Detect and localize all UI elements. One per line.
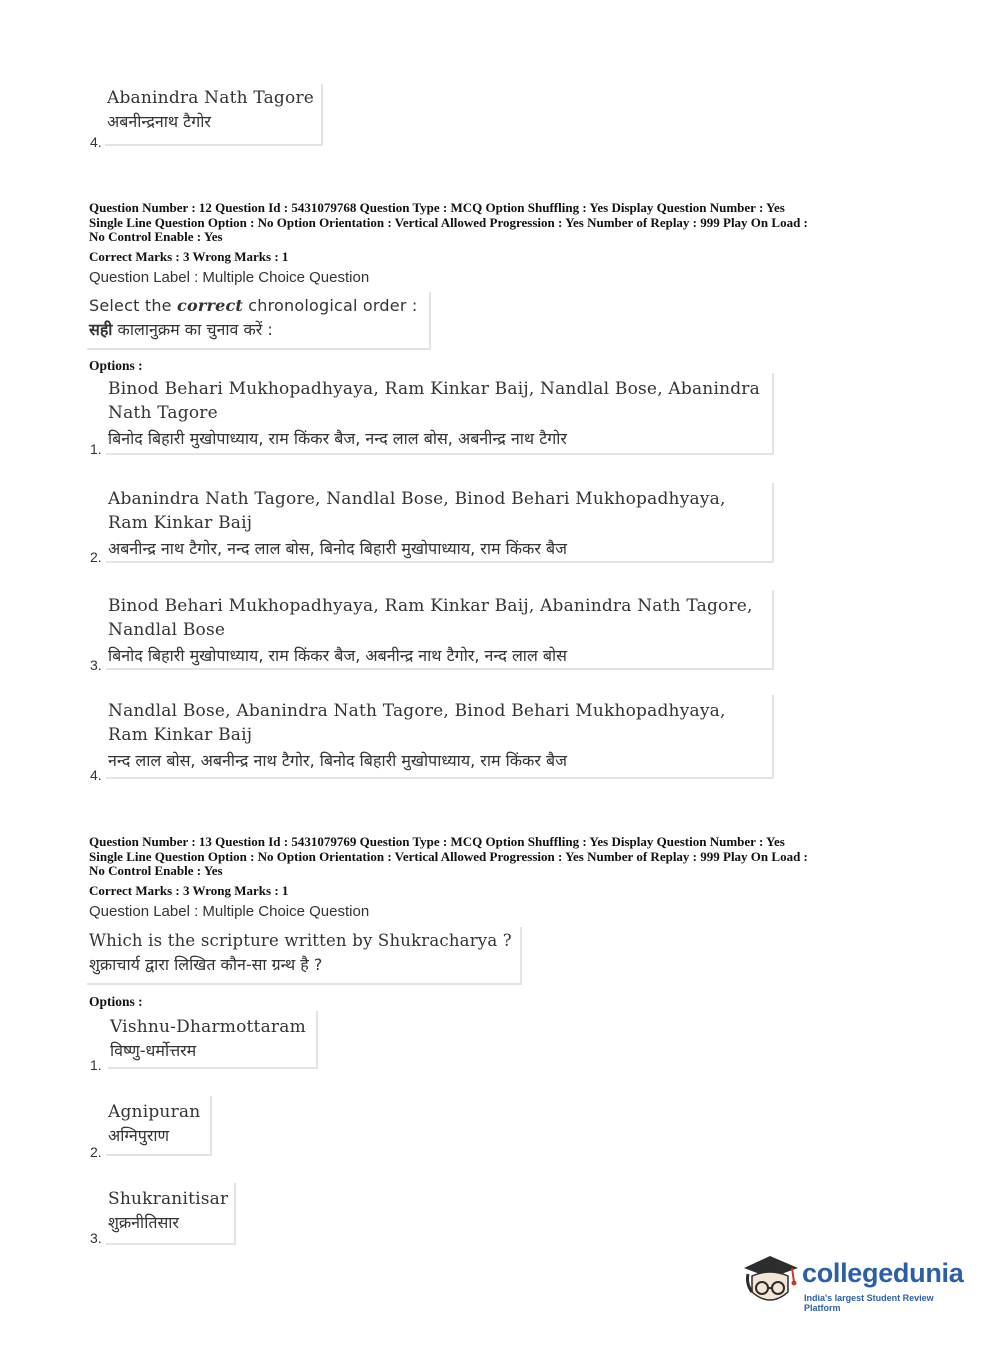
question-emphasis: correct [177,296,243,315]
q12-option-1[interactable] [106,373,774,455]
option-number: 3. [90,1230,102,1246]
q13-marks: Correct Marks : 3 Wrong Marks : 1 [89,883,289,898]
question-emphasis-hi: सही [89,320,113,339]
option-number: 4. [90,134,102,150]
option-text-en: Abanindra Nath Tagore [107,88,315,108]
option-text-en: Abanindra Nath Tagore, Nandlal Bose, Binod Behari Mukhopadhyaya, Ram Kinkar Baij [108,489,726,533]
prev-option-4[interactable] [105,84,323,146]
option-text-en: Agnipuran [108,1102,201,1122]
option-text-en: Nandlal Bose, Abanindra Nath Tagore, Binod Behari Mukhopadhyaya, Ram Kinkar Baij [108,701,726,745]
q12-metadata [89,201,949,245]
q13-question-box [87,927,522,985]
option-number: 1. [90,441,102,457]
meta-line: No Control Enable : Yes [89,229,223,244]
q13-option-3[interactable] [106,1183,236,1245]
brand-tagline: India's largest Student Review Platform [804,1293,934,1313]
q12-option-4[interactable] [106,695,774,779]
q12-marks: Correct Marks : 3 Wrong Marks : 1 [89,249,289,264]
q13-options-heading: Options : [89,994,143,1009]
brand-name: collegedunia [802,1258,964,1288]
question-text-en [89,294,423,318]
q12-question-box [87,292,431,350]
option-text-hi: विष्णु-धर्मोत्तरम [110,1041,197,1060]
meta-line: Question Number : 13 Question Id : 5431079769 Question Type : MCQ Option Shuffling : Yes Display Question Number : Yes [89,834,785,849]
option-number: 1. [90,1057,102,1073]
option-number: 3. [90,657,102,673]
option-text-hi: अबनीन्द्रनाथ टैगोर [107,112,211,131]
question-text-hi: शुक्राचार्य द्वारा लिखित कौन-सा ग्रन्थ है ? [89,955,323,974]
mascot-icon [740,1250,802,1312]
option-text-hi: नन्द लाल बोस, अबनीन्द्र नाथ टैगोर, बिनोद बिहारी मुखोपाध्याय, राम किंकर बैज [108,751,567,770]
q13-metadata [89,835,949,879]
meta-line: Question Number : 12 Question Id : 5431079768 Question Type : MCQ Option Shuffling : Yes Display Question Number : Yes [89,200,785,215]
q12-options-heading: Options : [89,358,143,373]
question-text-part-hi: कालानुक्रम का चुनाव करें : [112,320,273,339]
option-text-hi: शुक्रनीतिसार [108,1213,179,1232]
option-text-en: Binod Behari Mukhopadhyaya, Ram Kinkar Baij, Abanindra Nath Tagore, Nandlal Bose [108,596,753,640]
option-text-hi: बिनोद बिहारी मुखोपाध्याय, राम किंकर बैज, नन्द लाल बोस, अबनीन्द्र नाथ टैगोर [108,429,567,448]
meta-line: No Control Enable : Yes [89,863,223,878]
option-text-en: Vishnu-Dharmottaram [110,1017,306,1037]
question-text-hi [89,318,423,342]
meta-line: Single Line Question Option : No Option Orientation : Vertical Allowed Progression : Yes Number of Replay : 999 Play On Load : [89,214,808,230]
question-text-part: Select the [89,296,177,315]
option-number: 4. [90,767,102,783]
q12-option-3[interactable] [106,590,774,670]
question-text-part: chronological order : [243,296,418,315]
q13-option-2[interactable] [106,1096,212,1156]
option-text-hi: अबनीन्द्र नाथ टैगोर, नन्द लाल बोस, बिनोद बिहारी मुखोपाध्याय, राम किंकर बैज [108,539,567,558]
question-text-en: Which is the scripture written by Shukracharya ? [89,931,512,950]
q13-question-label: Question Label : Multiple Choice Question [89,903,370,920]
q13-option-1[interactable] [108,1011,318,1069]
option-text-hi: बिनोद बिहारी मुखोपाध्याय, राम किंकर बैज, अबनीन्द्र नाथ टैगोर, नन्द लाल बोस [108,646,567,665]
q12-question-label: Question Label : Multiple Choice Question [89,269,370,286]
option-text-hi: अग्निपुराण [108,1126,170,1145]
collegedunia-logo [740,1250,970,1312]
option-number: 2. [90,549,102,565]
option-text-en: Binod Behari Mukhopadhyaya, Ram Kinkar Baij, Nandlal Bose, Abanindra Nath Tagore [108,379,760,423]
q12-option-2[interactable] [106,483,774,563]
meta-line: Single Line Question Option : No Option Orientation : Vertical Allowed Progression : Yes Number of Replay : 999 Play On Load : [89,848,808,864]
option-text-en: Shukranitisar [108,1189,229,1209]
option-number: 2. [90,1144,102,1160]
